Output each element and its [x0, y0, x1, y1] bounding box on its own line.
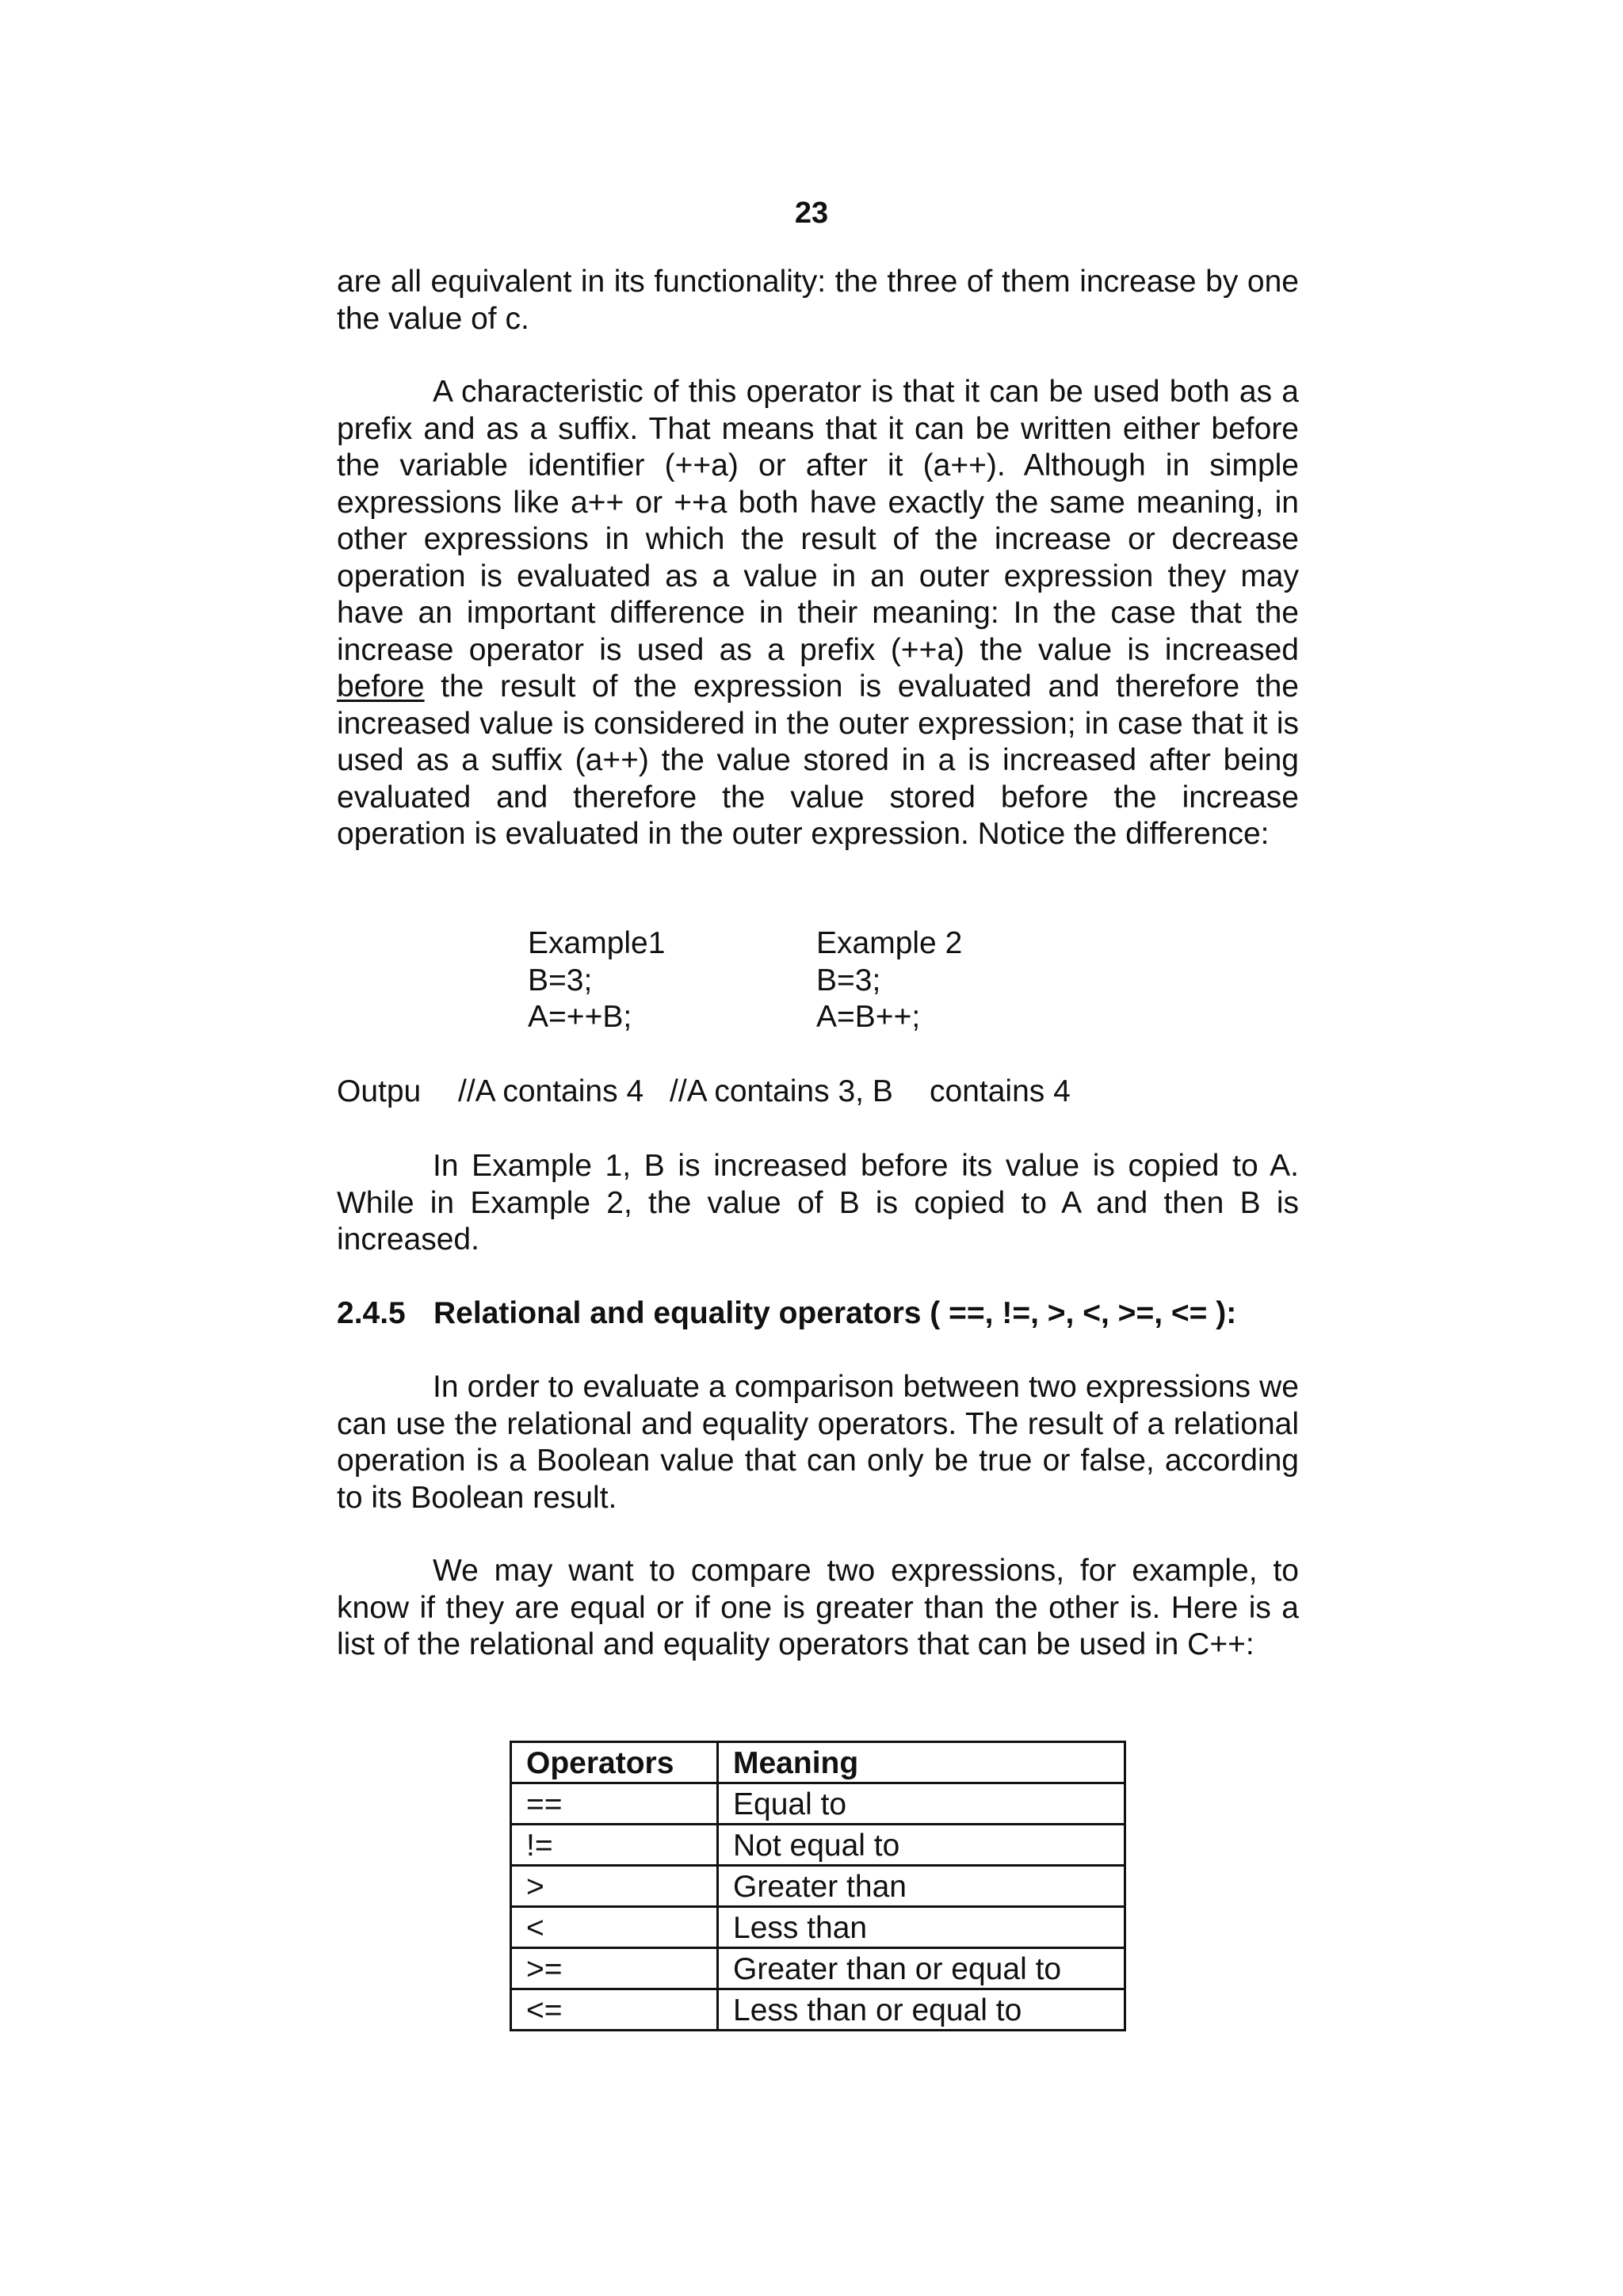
example-2-output-continued: contains 4: [930, 1074, 1071, 1108]
paragraph-text: are all equivalent in its functionality: the three of them increase by one the value of c.: [337, 265, 1299, 336]
page-number: 23: [794, 196, 829, 230]
operator-cell: ==: [511, 1783, 718, 1825]
column-header-meaning: Meaning: [718, 1742, 1125, 1783]
table-row: [511, 1907, 1125, 1948]
example-1-title: Example1: [528, 926, 666, 960]
meaning-cell: Less than or equal to: [718, 1989, 1125, 2031]
paragraph-text: In order to evaluate a comparison between two expressions we can use the relational and equality operators. The result of a relational operation is a Boolean value that can only be true or false, according to its Boolean result.: [337, 1370, 1299, 1515]
example-1-code: [528, 925, 665, 1036]
table-row: [511, 1783, 1125, 1825]
example-1-output: //A contains 4: [458, 1074, 644, 1108]
paragraph-text: We may want to compare two expressions, for example, to know if they are equal or if one is greater than the other is. Here is a list of the relational and equality operators that can be used in C++:: [337, 1554, 1299, 1661]
example-2-output: //A contains 3, B: [670, 1074, 893, 1108]
operator-cell: >: [511, 1866, 718, 1907]
meaning-cell: Equal to: [718, 1783, 1125, 1825]
example-2-title: Example 2: [816, 926, 963, 960]
operator-cell: <: [511, 1907, 718, 1948]
paragraph-text: [337, 374, 1299, 853]
meaning-cell: Greater than: [718, 1866, 1125, 1907]
paragraph-text-part: the result of the expression is evaluated and therefore the increased value is considered in the outer expression; in case that it is used as a suffix (a++) the value stored in a is increased after being evaluated and therefore the value stored before the increase operation is evaluated in the outer expression. Notice the difference:: [337, 669, 1299, 851]
column-header-operators: Operators: [511, 1742, 718, 1783]
table-row: [511, 1989, 1125, 2031]
output-label: Outpu: [337, 1074, 422, 1108]
meaning-cell: Less than: [718, 1907, 1125, 1948]
paragraph-example-explanation: [337, 1148, 1299, 1259]
table-row: [511, 1825, 1125, 1866]
paragraph-operator-list-intro: [337, 1553, 1299, 1664]
operator-cell: !=: [511, 1825, 718, 1866]
table-row: [511, 1866, 1125, 1907]
operator-cell: <=: [511, 1989, 718, 2031]
meaning-cell: Greater than or equal to: [718, 1948, 1125, 1989]
table-header-row: [511, 1742, 1125, 1783]
example-2-line: B=3;: [816, 963, 881, 997]
table-row: [511, 1948, 1125, 1989]
paragraph-text-part: A characteristic of this operator is that it can be used both as a prefix and as a suffix. That means that it can be written either before the variable identifier (++a) or after it (a++). Although in simple expressions like a++ or ++a both have exactly the same meaning, in other expressions in which the result of the increase or decrease operation is evaluated as a value in an outer expression they may have an important difference in their meaning: In the case that the increase operator is used as a prefix (++a) the value is increased: [337, 375, 1299, 667]
underlined-word: before: [337, 669, 425, 704]
section-number: 2.4.5: [337, 1296, 406, 1330]
paragraph-continuation: [337, 264, 1299, 338]
operators-table: [510, 1741, 1126, 2031]
meaning-cell: Not equal to: [718, 1825, 1125, 1866]
paragraph-relational-intro: [337, 1369, 1299, 1516]
operator-cell: >=: [511, 1948, 718, 1989]
example-2-line: A=B++;: [816, 1000, 921, 1034]
example-1-line: B=3;: [528, 963, 593, 997]
section-title: Relational and equality operators ( ==, !=, >, <, >=, <= ):: [433, 1296, 1237, 1330]
paragraph-prefix-suffix: [337, 374, 1299, 853]
example-1-line: A=++B;: [528, 1000, 632, 1034]
example-2-code: [816, 925, 962, 1036]
paragraph-text: In Example 1, B is increased before its value is copied to A. While in Example 2, the value of B is copied to A and then B is increased.: [337, 1149, 1299, 1257]
